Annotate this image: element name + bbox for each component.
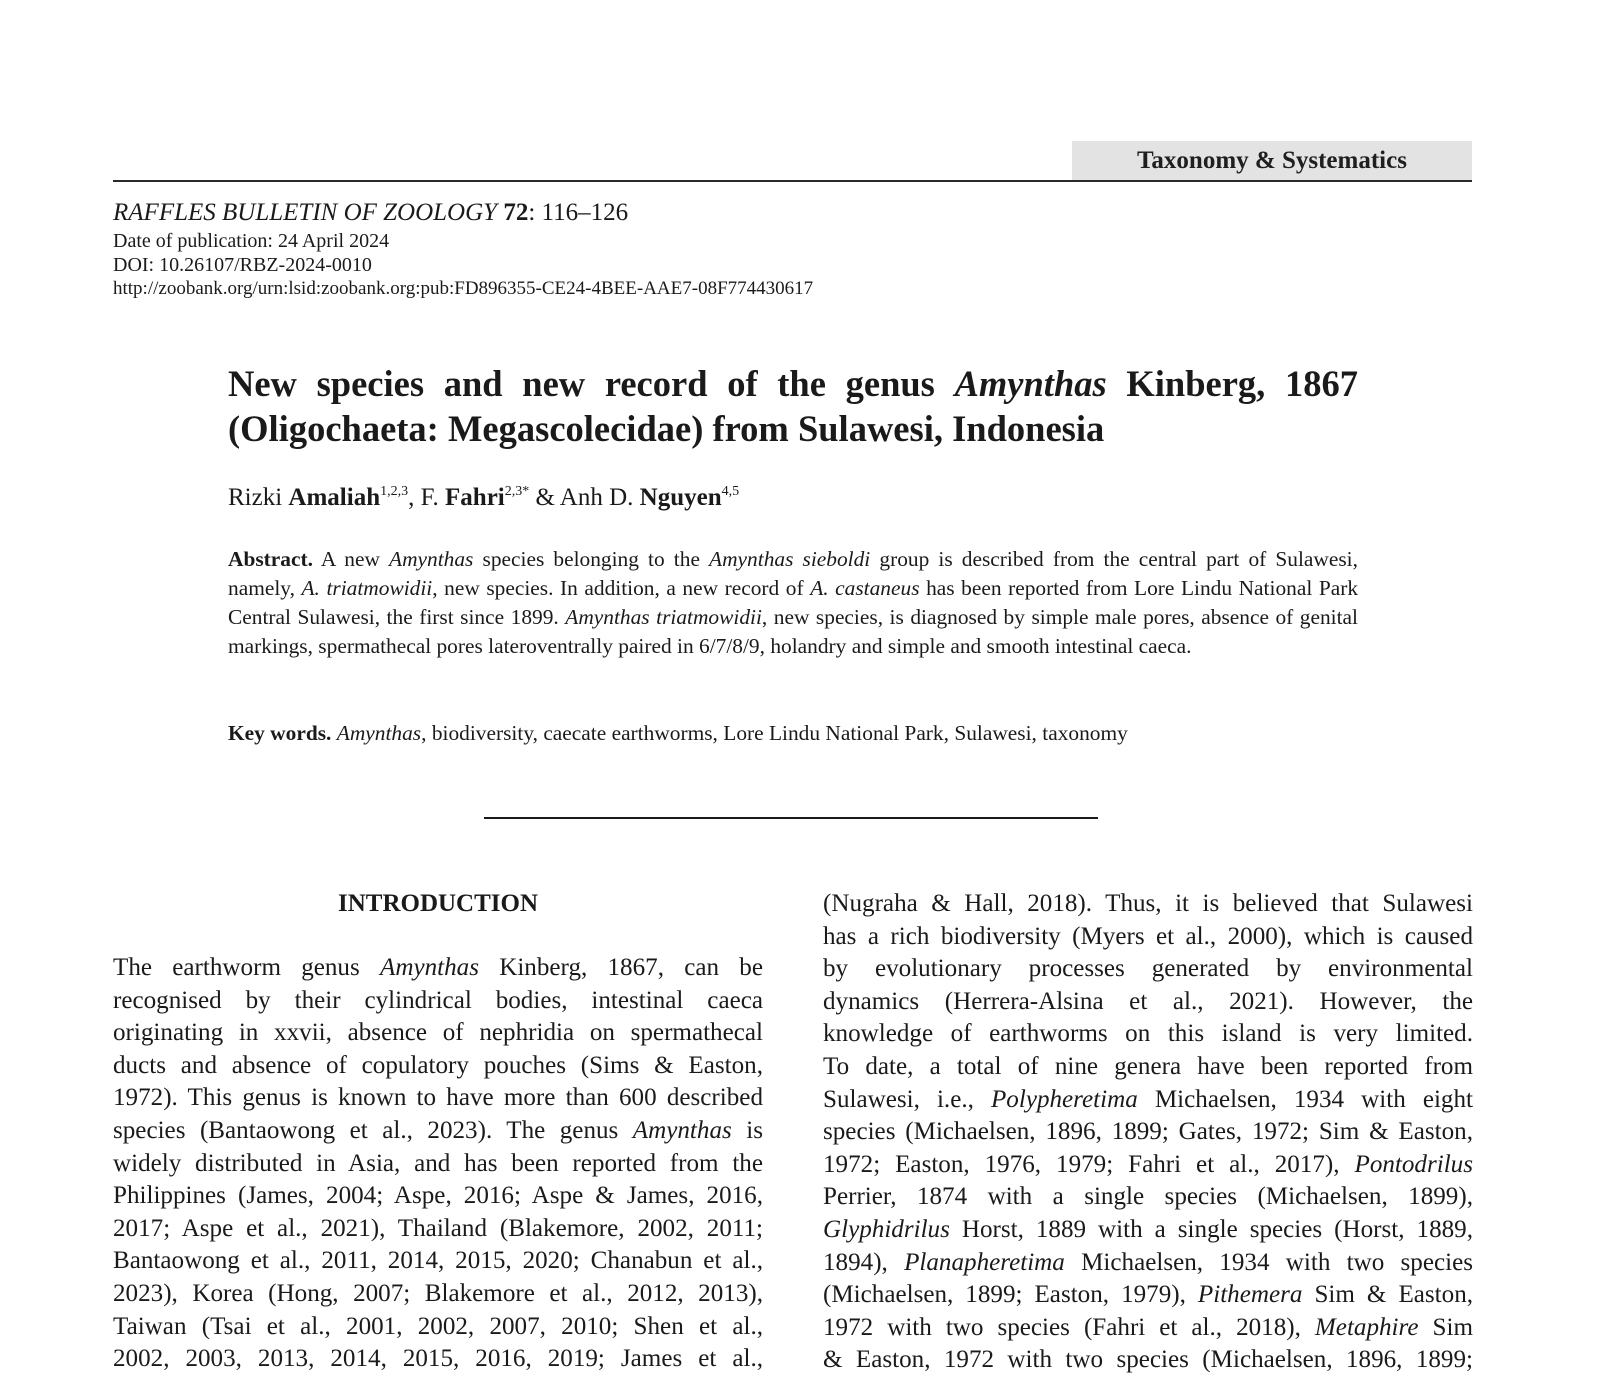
body-text-line xyxy=(823,1051,1473,1084)
body-text: Michaelsen, 1934 with eight xyxy=(1137,1085,1473,1113)
body-text-line xyxy=(113,1050,763,1083)
body-text: Kinberg, 1867, can be xyxy=(478,954,763,981)
body-taxon: Pithemera xyxy=(1197,1281,1303,1309)
body-text: widely distributed in Asia, and has been reported from the xyxy=(113,1149,763,1177)
body-text-line xyxy=(823,1181,1473,1214)
body-text-line xyxy=(823,1149,1473,1182)
author-first-name: Rizki xyxy=(228,484,289,511)
body-text: Bantaowong et al., 2011, 2014, 2015, 2020; Chanabun et al., xyxy=(113,1247,763,1275)
body-text-line xyxy=(823,1084,1473,1117)
body-text-line xyxy=(113,1180,763,1213)
body-text: Sulawesi, i.e., xyxy=(823,1085,991,1113)
body-text-line xyxy=(113,985,763,1018)
body-text-line xyxy=(113,1311,763,1344)
body-text: Taiwan (Tsai et al., 2001, 2002, 2007, 2010; Shen et al., xyxy=(113,1312,763,1340)
body-text: has a rich biodiversity (Myers et al., 2000), which is caused xyxy=(823,922,1473,950)
journal-info xyxy=(113,197,813,301)
body-text-line xyxy=(113,1278,763,1311)
body-text: species (Michaelsen, 1896, 1899; Gates, 1972; Sim & Easton, xyxy=(823,1118,1473,1146)
body-text-line xyxy=(823,1312,1473,1345)
body-text: 2023), Korea (Hong, 2007; Blakemore et al., 2012, 2013), xyxy=(113,1279,763,1307)
body-text: Perrier, 1874 with a single species (Michaelsen, 1899), xyxy=(823,1183,1473,1211)
abstract-label: Abstract. xyxy=(228,547,313,571)
author-affiliation: 2,3* xyxy=(504,484,530,499)
body-text: Michaelsen, 1934 with two species xyxy=(1064,1248,1473,1276)
journal-pages: : 116–126 xyxy=(528,199,629,226)
body-text: Sim & Easton, xyxy=(1302,1281,1473,1309)
body-text-line xyxy=(823,1018,1473,1051)
body-text: is xyxy=(731,1116,763,1144)
abstract-text: has been reported from Lore Lindu National Park Central Sulawesi, the first since 1899. xyxy=(228,576,1359,629)
body-text: (Michaelsen, 1899; Easton, 1979), xyxy=(823,1281,1198,1309)
zoobank-link[interactable]: http://zoobank.org/urn:lsid:zoobank.org:pub:FD896355-CE24-4BEE-AAE7-08F774430617 xyxy=(113,278,814,299)
body-taxon: Glyphidrilus xyxy=(823,1215,950,1243)
body-text-line xyxy=(823,1116,1473,1149)
keywords-label: Key words. xyxy=(228,721,332,745)
author-affiliation: 1,2,3 xyxy=(380,484,409,499)
title-genus: Amynthas xyxy=(954,363,1107,404)
journal-volume: 72 xyxy=(503,199,529,226)
body-column-right xyxy=(823,888,1473,1377)
body-text: 2017; Aspe et al., 2021), Thailand (Blakemore, 2002, 2011; xyxy=(113,1214,763,1242)
keywords xyxy=(228,719,1358,748)
author-list xyxy=(228,482,739,514)
abstract-taxon: Amynthas sieboldi xyxy=(709,547,871,571)
body-text-line xyxy=(113,1082,763,1115)
paper-title xyxy=(228,361,1358,451)
body-text: (Nugraha & Hall, 2018). Thus, it is believed that Sulawesi xyxy=(823,890,1473,917)
abstract-text: A new xyxy=(312,547,390,571)
body-taxon: Planapheretima xyxy=(904,1248,1065,1276)
abstract-text: group is described from the central part of Sulawesi, namely, xyxy=(228,547,1358,600)
author-separator: , F. xyxy=(408,484,446,511)
body-taxon: Metaphire xyxy=(1314,1313,1419,1341)
body-text: dynamics (Herrera-Alsina et al., 2021). However, the xyxy=(823,987,1473,1015)
section-divider xyxy=(484,817,1098,819)
abstract-taxon: Amynthas triatmowidii xyxy=(565,605,762,629)
body-text: ducts and absence of copulatory pouches (Sims & Easton, xyxy=(113,1051,763,1079)
body-text: Sim xyxy=(1418,1313,1473,1341)
body-taxon: Pontodrilus xyxy=(1354,1150,1473,1178)
introduction-heading: INTRODUCTION xyxy=(337,890,539,917)
body-text-line xyxy=(113,1213,763,1246)
body-text-line xyxy=(113,1343,763,1376)
body-text: The earthworm genus xyxy=(113,954,380,981)
author-separator: & Anh D. xyxy=(529,484,640,511)
body-text-line xyxy=(113,952,763,985)
body-text: 1972). This genus is known to have more than 600 described xyxy=(113,1084,763,1112)
body-text: Philippines (James, 2004; Aspe, 2016; Aspe & James, 2016, xyxy=(113,1182,763,1210)
body-taxon: Amynthas xyxy=(632,1116,732,1144)
body-text: originating in xxvii, absence of nephridia on spermathecal xyxy=(113,1019,763,1047)
body-text: To date, a total of nine genera have been reported from xyxy=(823,1052,1473,1080)
body-text-line xyxy=(823,1344,1473,1377)
body-text: Horst, 1889 with a single species (Horst, 1889, xyxy=(949,1215,1473,1243)
body-taxon: Amynthas xyxy=(380,954,479,981)
keywords-text: , biodiversity, caecate earthworms, Lore Lindu National Park, Sulawesi, taxonomy xyxy=(421,721,1128,745)
section-tag: Taxonomy & Systematics xyxy=(1072,141,1472,181)
body-text: 2002, 2003, 2013, 2014, 2015, 2016, 2019; James et al., xyxy=(113,1345,763,1373)
author-last-name: Fahri xyxy=(445,484,505,511)
keyword-taxon: Amynthas xyxy=(336,721,422,745)
body-text-line xyxy=(823,1214,1473,1247)
body-text: by evolutionary processes generated by environmental xyxy=(823,955,1473,983)
body-taxon: Polypheretima xyxy=(990,1085,1138,1113)
body-text-line xyxy=(113,1148,763,1181)
body-text-line xyxy=(113,1245,763,1278)
abstract-text: , new species, is diagnosed by simple male pores, absence of genital markings, spermathecal pores lateroventrally paired in 6/7/8/9, holandry and simple and smooth intestinal caeca. xyxy=(228,605,1358,658)
title-part: Kinberg, 1867 (Oligochaeta: Megascolecidae) from Sulawesi, Indonesia xyxy=(228,363,1358,449)
body-text-line xyxy=(823,1247,1473,1280)
body-text-line xyxy=(823,1279,1473,1312)
body-text: 1894), xyxy=(823,1248,905,1276)
abstract-taxon: A. castaneus xyxy=(810,576,920,600)
body-text: knowledge of earthworms on this island is very limited. xyxy=(823,1020,1473,1048)
doi: DOI: 10.26107/RBZ-2024-0010 xyxy=(113,254,372,276)
body-text: 1972 with two species (Fahri et al., 2018), xyxy=(823,1313,1315,1341)
header-rule xyxy=(113,180,1472,182)
journal-name: RAFFLES BULLETIN OF ZOOLOGY xyxy=(113,199,498,226)
publication-date: Date of publication: 24 April 2024 xyxy=(113,230,390,252)
body-text: recognised by their cylindrical bodies, intestinal caeca xyxy=(113,986,763,1014)
author-last-name: Nguyen xyxy=(639,484,722,511)
abstract-text: species belonging to the xyxy=(473,547,710,571)
body-text-line xyxy=(823,953,1473,986)
abstract xyxy=(228,545,1358,661)
body-text: & Easton, 1972 with two species (Michaelsen, 1896, 1899; xyxy=(823,1346,1473,1374)
author-last-name: Amaliah xyxy=(288,484,381,511)
body-text-line xyxy=(113,1115,763,1148)
body-text-line xyxy=(823,921,1473,954)
abstract-taxon: Amynthas xyxy=(389,547,474,571)
title-part: New species and new record of the genus xyxy=(228,363,955,404)
journal-citation xyxy=(113,197,813,229)
body-text: species (Bantaowong et al., 2023). The genus xyxy=(113,1116,633,1144)
body-column-left xyxy=(113,952,763,1376)
body-text: 1972; Easton, 1976, 1979; Fahri et al., 2017), xyxy=(823,1150,1355,1178)
abstract-taxon: A. triatmowidii xyxy=(301,576,433,600)
body-text-line xyxy=(823,888,1473,921)
body-text-line xyxy=(113,1017,763,1050)
abstract-text: , new species. In addition, a new record of xyxy=(432,576,811,600)
author-affiliation: 4,5 xyxy=(721,484,740,499)
body-text-line xyxy=(823,986,1473,1019)
